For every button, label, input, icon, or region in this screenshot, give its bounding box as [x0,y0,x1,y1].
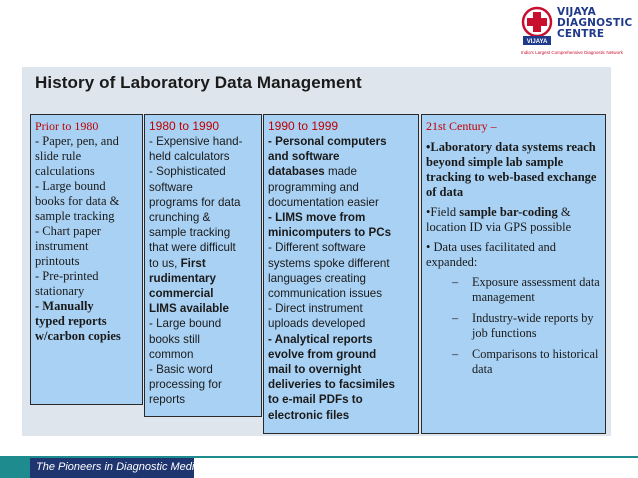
column-line: - Personal computers [268,135,387,148]
column-line: printouts [35,254,80,268]
column-heading: Prior to 1980 [35,119,99,133]
column-line: held calculators [149,150,230,164]
column-line: - Sophisticated [149,165,226,179]
column-body [149,134,257,408]
column-line: - Basic word [149,363,213,377]
column-line: - Expensive hand- [149,135,243,148]
column-line: sample tracking [149,226,231,240]
column-line: uploads developed [268,317,366,331]
logo-wordmark [557,7,632,40]
logo-line-3: CENTRE [557,28,605,40]
column-line: minicomputers to PCs [268,226,392,240]
logo-line-2: DIAGNOSTIC [557,17,633,29]
column-line: - Analytical reports [268,332,373,346]
column-line: deliveries to facsimiles [268,378,395,392]
column-line: processing for [149,378,222,392]
column-21st-century [421,114,606,434]
column-heading: 1980 to 1990 [149,119,220,133]
column-line: programming and [268,180,359,194]
column-line: - LIMS move from [268,211,366,225]
column-line: databases made [268,165,357,179]
page-title: History of Laboratory Data Management [35,73,362,92]
logo-line-1: VIJAYA [557,6,596,18]
column-line: - Different software [268,241,366,255]
column-line: calculations [35,164,95,178]
column-line: typed reports [35,314,107,328]
column-line: languages creating [268,271,366,285]
column-line: evolve from ground [268,347,377,361]
column-body [35,134,138,344]
column-line: - Large bound [149,317,222,331]
column-1980-1990 [144,114,262,417]
column-line: books for data & [35,194,120,208]
logo-tagline: India's Largest Comprehensive Diagnostic Network [521,50,623,55]
column-line: mail to overnight [268,363,362,377]
column-1990-1999 [263,114,419,434]
column-line: - Direct instrument [268,302,363,316]
column-line: programs for data [149,195,241,209]
column-line: - Pre-printed [35,269,99,283]
column-line: - Paper, pen, and [35,134,119,148]
column-line: electronic files [268,408,350,422]
sub-list-item: – Comparisons to historical data [452,347,599,376]
column-line: w/carbon copies [35,329,121,343]
list-item: •Field sample bar-coding & location ID via GPS possible [426,205,572,234]
column-line: software [149,180,193,194]
column-line: rudimentary [149,271,217,285]
column-line: communication issues [268,287,383,301]
column-prior-1980 [30,114,143,405]
column-body [268,134,414,423]
column-line: to e-mail PDFs to [268,393,363,407]
column-line: slide rule [35,149,82,163]
column-line: reports [149,393,186,407]
column-heading: 21st Century – [426,119,497,133]
column-line: - Manually [35,299,94,313]
column-line: LIMS available [149,302,229,316]
column-line: commercial [149,287,214,301]
list-item: •Laboratory data systems reach beyond simple lab sample tracking to web-based exchange of data [426,140,597,199]
footer-accent [0,458,30,478]
column-line: to us, First [149,256,206,270]
column-line: documentation easier [268,195,379,209]
footer-tagline: The Pioneers in Diagnostic Medicare [30,458,194,478]
vijaya-emblem-icon [521,6,553,48]
column-line: - Chart paper [35,224,101,238]
list-item: • Data uses facilitated and expanded: [426,240,557,269]
vijaya-logo [521,6,633,56]
column-line: that were difficult [149,241,236,255]
sub-list-item: – Industry-wide reports by job functions [452,311,594,340]
column-line: systems spoke different [268,256,390,270]
column-line: and software [268,150,340,164]
column-line: instrument [35,239,89,253]
column-line: crunching & [149,211,211,225]
column-line: common [149,347,194,361]
logo-badge-text: VIJAYA [526,39,548,45]
column-line: - Large bound [35,179,106,193]
column-heading: 1990 to 1999 [268,119,339,133]
column-line: stationary [35,284,85,298]
column-line: books still [149,332,200,346]
column-line: sample tracking [35,209,115,223]
sub-list-item: – Exposure assessment data management [452,275,600,304]
